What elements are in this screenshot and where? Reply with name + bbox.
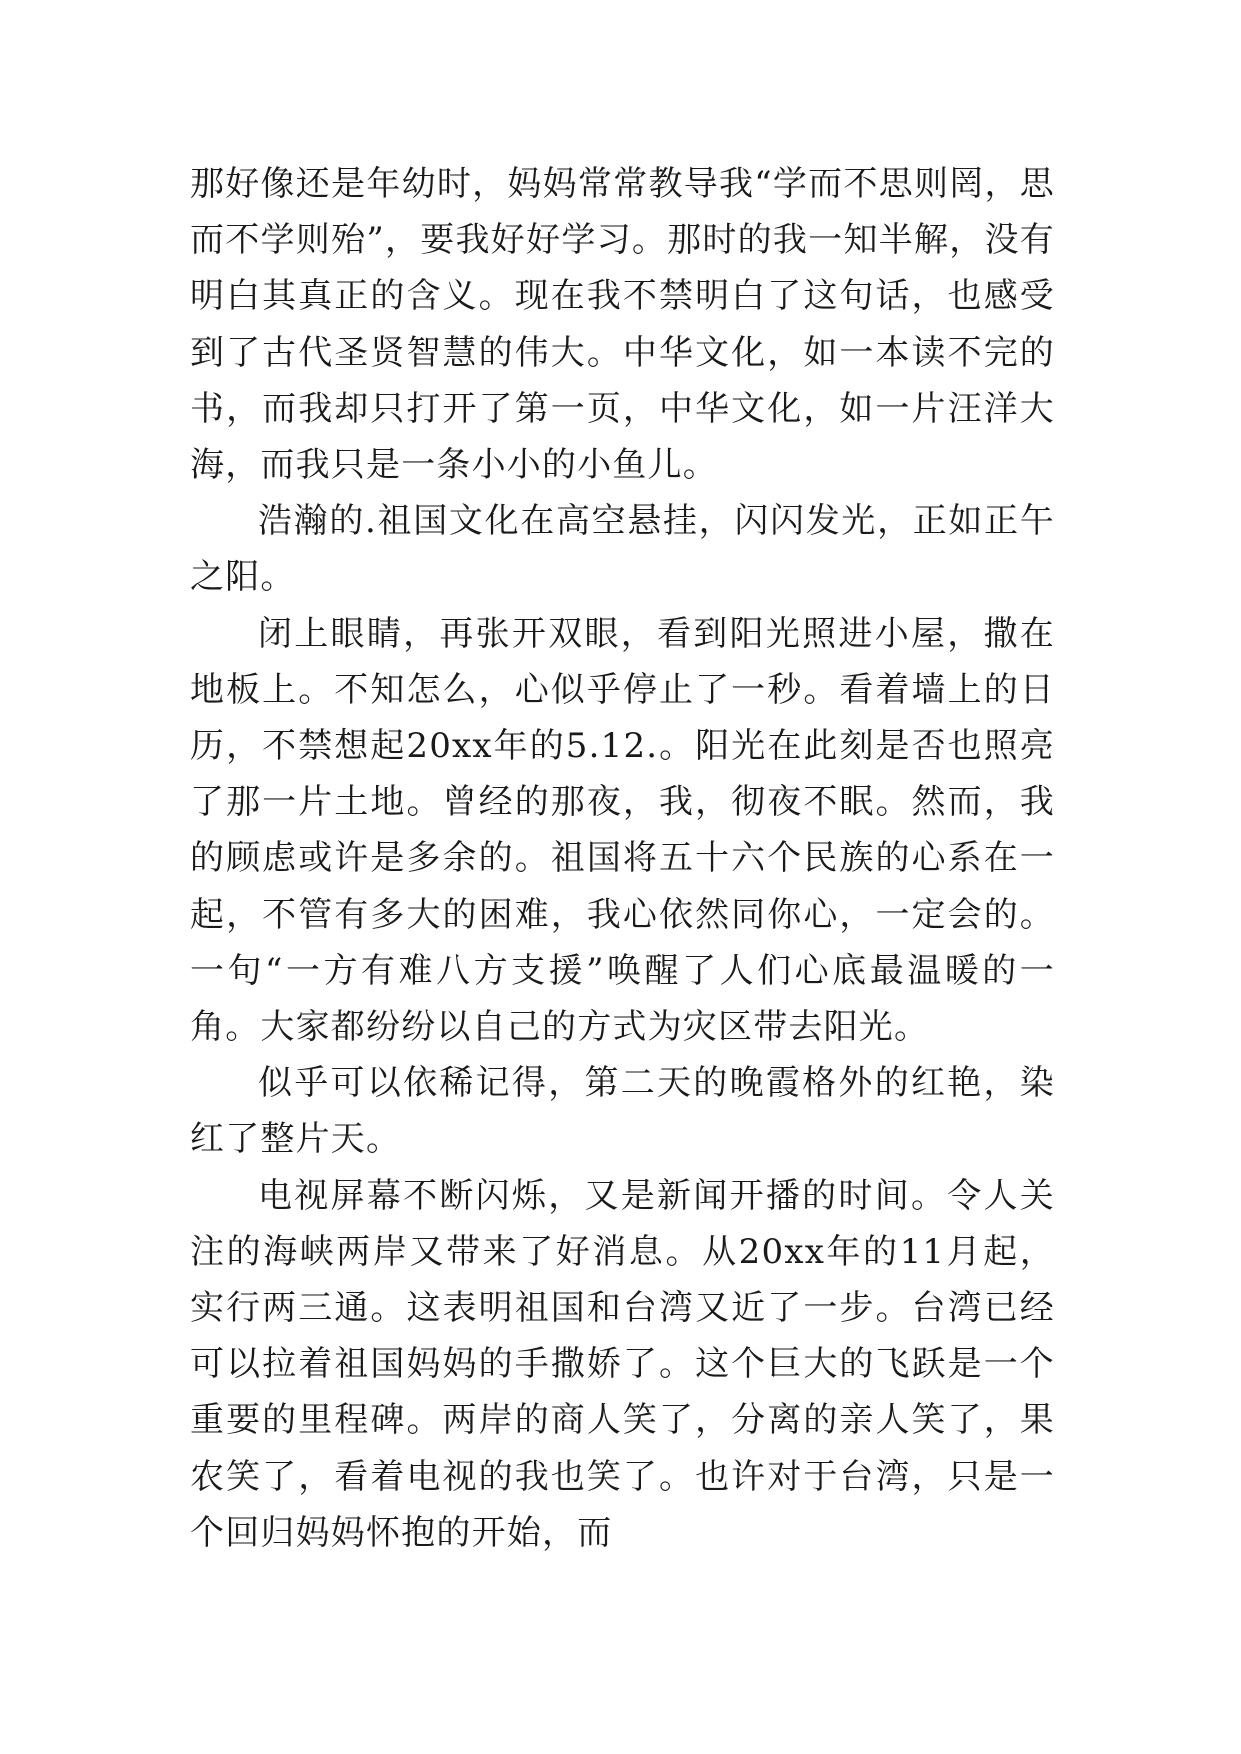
paragraph-5: 电视屏幕不断闪烁，又是新闻开播的时间。令人关注的海峡两岸又带来了好消息。从20xx年的11月起，实行两三通。这表明祖国和台湾又近了一步。台湾已经可以拉着祖国妈妈的手撒娇了。这个巨大的飞跃是一个重要的里程碑。两岸的商人笑了，分离的亲人笑了，果农笑了，看着电视的我也笑了。也许对于台湾，只是一个回归妈妈怀抱的开始，而 bbox=[190, 1175, 1055, 1553]
paragraph-3: 闭上眼睛，再张开双眼，看到阳光照进小屋，撒在地板上。不知怎么，心似乎停止了一秒。看着墙上的日历，不禁想起20xx年的5.12.。阳光在此刻是否也照亮了那一片土地。曾经的那夜，我，彻夜不眠。然而，我的顾虑或许是多余的。祖国将五十六个民族的心系在一起，不管有多大的困难，我心依然同你心，一定会的。一句“一方有难八方支援”唤醒了人们心底最温暖的一角。大家都纷纷以自己的方式为灾区带去阳光。 bbox=[190, 613, 1055, 1048]
paragraph-4: 似乎可以依稀记得，第二天的晚霞格外的红艳，染红了整片天。 bbox=[190, 1063, 1055, 1160]
paragraph-1: 那好像还是年幼时，妈妈常常教导我“学而不思则罔，思而不学则殆”，要我好好学习。那时的我一知半解，没有明白其真正的含义。现在我不禁明白了这句话，也感受到了古代圣贤智慧的伟大。中华文化，如一本读不完的书，而我却只打开了第一页，中华文化，如一片汪洋大海，而我只是一条小小的小鱼儿。 bbox=[190, 164, 1055, 486]
paragraph-2: 浩瀚的.祖国文化在高空悬挂，闪闪发光，正如正午之阳。 bbox=[190, 501, 1055, 598]
document-body bbox=[190, 156, 1055, 1561]
